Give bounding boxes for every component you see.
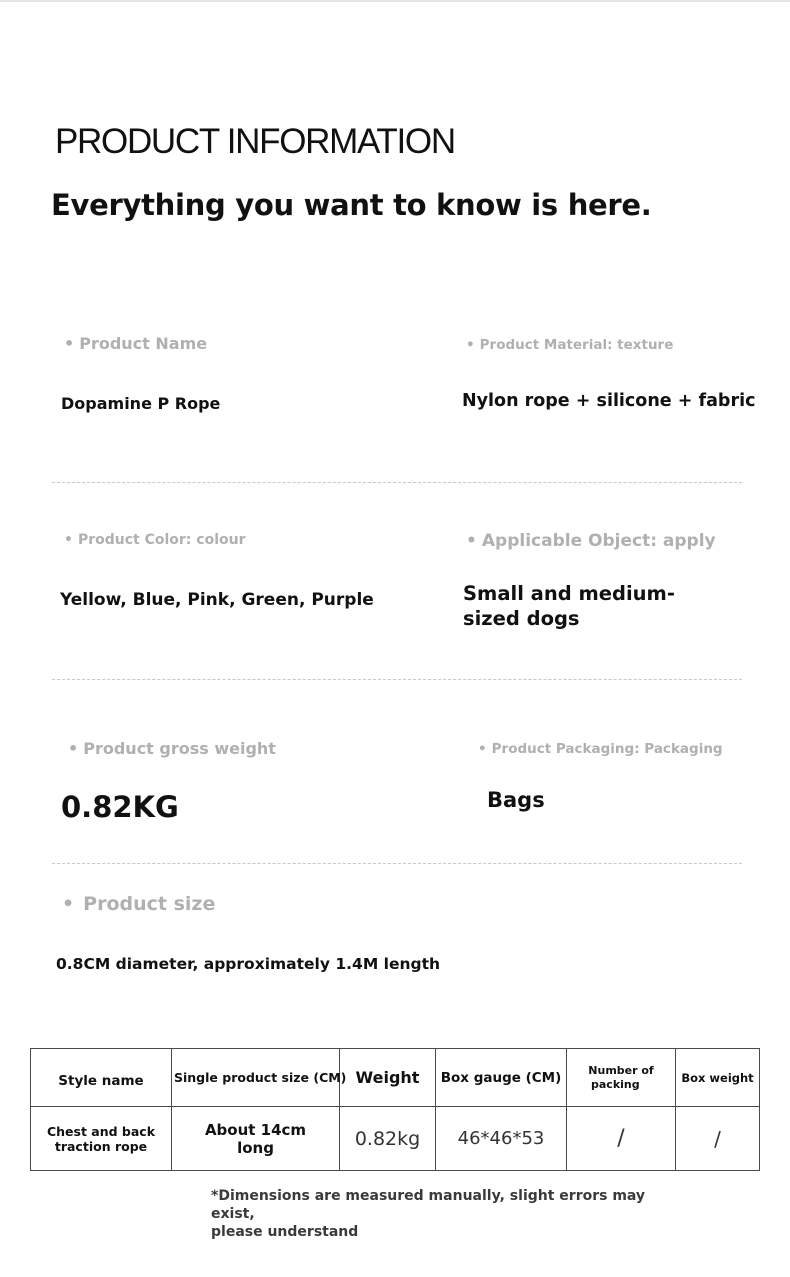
bullet-icon: • xyxy=(466,531,477,551)
page-subtitle: Everything you want to know is here. xyxy=(51,188,652,222)
table-header-row xyxy=(31,1049,760,1107)
table-header-cell: Weight xyxy=(340,1049,436,1107)
bullet-icon: • xyxy=(68,739,79,758)
bullet-icon: • xyxy=(64,532,73,548)
table-cell: Chest and back traction rope xyxy=(31,1107,172,1171)
bullet-icon: • xyxy=(62,893,75,915)
color-value: Yellow, Blue, Pink, Green, Purple xyxy=(60,590,374,610)
table-cell: / xyxy=(567,1107,676,1171)
table-header-cell: Style name xyxy=(31,1049,172,1107)
table-row xyxy=(31,1107,760,1171)
table-cell: 0.82kg xyxy=(340,1107,436,1171)
table-header-cell: Box gauge (CM) xyxy=(436,1049,567,1107)
packaging-label: • Product Packaging: Packaging xyxy=(478,741,723,757)
measurement-note: *Dimensions are measured manually, slight errors may exist, please understand xyxy=(211,1188,646,1240)
table-cell: About 14cm long xyxy=(172,1107,340,1171)
table-header-cell: Single product size (CM) xyxy=(172,1049,340,1107)
packaging-value: Bags xyxy=(487,788,545,812)
spec-table xyxy=(30,1048,760,1171)
gross-weight-label: • Product gross weight xyxy=(68,739,276,758)
section-divider xyxy=(52,679,742,680)
color-label: • Product Color: colour xyxy=(64,532,246,548)
table-cell: / xyxy=(676,1107,760,1171)
bullet-icon: • xyxy=(466,337,475,353)
material-value: Nylon rope + silicone + fabric xyxy=(462,391,756,411)
size-label: • Product size xyxy=(62,893,216,915)
section-divider xyxy=(52,863,742,864)
size-value: 0.8CM diameter, approximately 1.4M length xyxy=(56,955,441,973)
table-cell: 46*46*53 xyxy=(436,1107,567,1171)
gross-weight-value: 0.82KG xyxy=(61,790,179,824)
product-name-label: • Product Name xyxy=(64,334,208,353)
applicable-label: • Applicable Object: apply xyxy=(466,531,716,551)
product-name-value: Dopamine P Rope xyxy=(61,394,221,413)
applicable-value: Small and medium- sized dogs xyxy=(463,582,675,630)
top-border xyxy=(0,0,790,2)
table-header-cell: Box weight xyxy=(676,1049,760,1107)
page-title: PRODUCT INFORMATION xyxy=(55,122,455,161)
table-header-cell: Number of packing xyxy=(567,1049,676,1107)
bullet-icon: • xyxy=(478,741,487,757)
section-divider xyxy=(52,482,742,483)
material-label: • Product Material: texture xyxy=(466,337,674,353)
bullet-icon: • xyxy=(64,334,75,353)
